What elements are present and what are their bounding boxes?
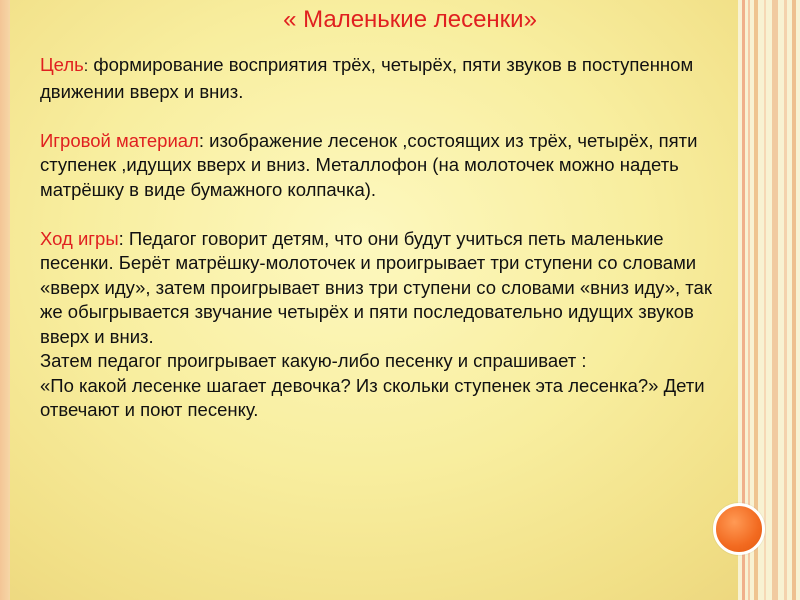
game-text: : Педагог говорит детям, что они будут учиться петь маленькие песенки. Берёт матрёшку-молоточек и проигрывает три ступени со словами «вверх иду», затем проигрывает вниз три ступени со словами «вниз иду», так же обыгрывается звучание четырёх и пяти последовательно идущих звуков вверх и вниз. xyxy=(40,227,712,347)
game-question: «По какой лесенке шагает девочка? Из скольки ступенек эта лесенка?» Дети отвечают и поют песенку. xyxy=(40,374,705,420)
game-label: Ход игры xyxy=(40,227,119,249)
goal-separator: : xyxy=(83,58,89,75)
goal-paragraph xyxy=(40,53,720,104)
game-continuation: Затем педагог проигрывает какую-либо песенку и спрашивает : xyxy=(40,350,587,371)
goal-label: Цель xyxy=(40,54,84,75)
paragraph-gap xyxy=(40,202,720,227)
orange-circle-icon xyxy=(713,503,765,555)
decor-line xyxy=(784,0,787,600)
material-paragraph xyxy=(40,129,720,203)
slide-body xyxy=(40,53,720,423)
decor-line xyxy=(764,0,766,600)
left-decor-stripe xyxy=(0,0,10,600)
material-text: : изображение лесенок ,состоящих из трёх, четырёх, пяти ступенек ,идущих вверх и вниз. Металлофон (на молоточек можно надеть матрёшку в виде бумажного колпачка). xyxy=(40,129,698,200)
game-paragraph xyxy=(40,227,720,350)
decor-line xyxy=(772,0,778,600)
decor-line xyxy=(792,0,796,600)
material-label: Игровой материал xyxy=(40,129,199,151)
slide-title: « Маленькие лесенки» xyxy=(283,6,537,33)
paragraph-gap xyxy=(40,104,720,129)
goal-text: формирование восприятия трёх, четырёх, пяти звуков в поступенном движении вверх и вниз. xyxy=(40,54,694,102)
